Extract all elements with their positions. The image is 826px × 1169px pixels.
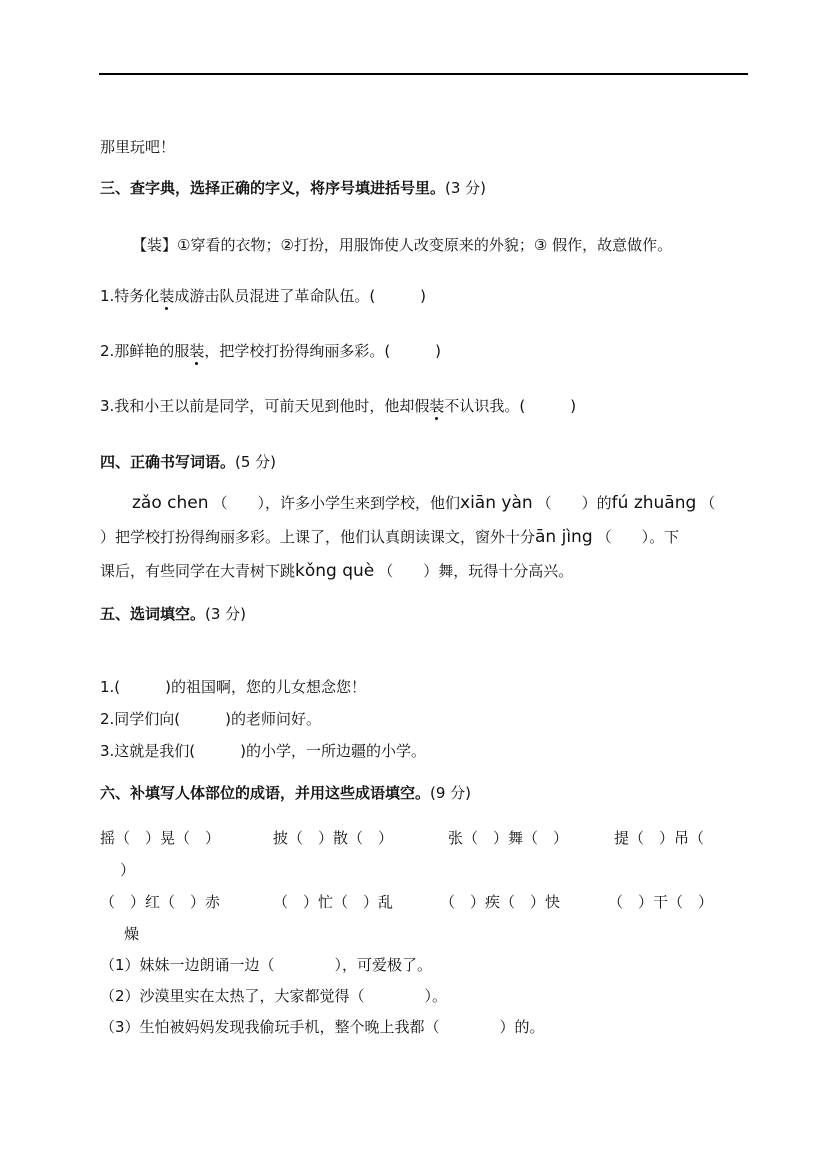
text: （ ）。下 xyxy=(596,528,680,546)
pinyin: xiān yàn xyxy=(460,493,533,513)
idiom-wrap-1: ） xyxy=(120,861,136,879)
pinyin: kǒng què xyxy=(295,561,375,581)
q-text: 不认识我。( ) xyxy=(444,397,577,415)
header-rule xyxy=(99,73,748,75)
emphasis-char: 装 xyxy=(159,287,175,305)
section6-question-3: （3）生怕被妈妈发现我偷玩手机，整个晚上我都（ ）的。 xyxy=(100,1018,545,1036)
section3-heading xyxy=(100,178,486,198)
section3-question-3 xyxy=(100,396,576,416)
emphasis-char: 装 xyxy=(429,397,445,415)
idiom-blank-5: （ ）红（ ）赤 xyxy=(100,893,221,911)
section4-line-2 xyxy=(100,527,679,547)
text: （ xyxy=(700,494,716,512)
q-text: 3.我和小王以前是同学，可前天见到他时，他却假 xyxy=(100,397,430,415)
section3-definition: 【装】①穿看的衣物；②打扮，用服饰使人改变原来的外貌；③ 假作，故意做作。 xyxy=(132,236,673,254)
text: （ ）舞，玩得十分高兴。 xyxy=(378,562,574,580)
pinyin: ān jìng xyxy=(535,527,593,547)
text: 课后，有些同学在大青树下跳 xyxy=(100,562,296,580)
pinyin: zǎo chen xyxy=(132,493,209,513)
section6-question-1: （1）妹妹一边朗诵一边（ ），可爱极了。 xyxy=(100,956,433,974)
section3-title: 三、查字典，选择正确的字义，将序号填进括号里。 xyxy=(100,179,446,197)
q-text: ，把学校打扮得绚丽多彩。( ) xyxy=(204,342,442,360)
idiom-blank-6: （ ）忙（ ）乱 xyxy=(273,893,394,911)
section6-heading xyxy=(100,783,471,803)
text: （ ）的 xyxy=(536,494,612,512)
idiom-blank-4: 提（ ）吊（ xyxy=(614,829,705,847)
idiom-blank-7: （ ）疾（ ）快 xyxy=(440,893,561,911)
emphasis-char: 装 xyxy=(189,342,205,360)
q-text: 成游击队员混进了革命队伍。( ) xyxy=(174,287,427,305)
q-text: 1.特务化 xyxy=(100,287,160,305)
section3-question-1 xyxy=(100,286,426,306)
pinyin: fú zhuāng xyxy=(611,493,697,513)
idiom-blank-2: 披（ ）散（ ） xyxy=(273,829,394,847)
section4-title: 四、正确书写词语。 xyxy=(100,453,236,471)
section4-heading xyxy=(100,452,276,472)
section6-question-2: （2）沙漠里实在太热了，大家都觉得（ ）。 xyxy=(100,987,448,1005)
section4-line-1 xyxy=(132,493,715,513)
idiom-blank-8: （ ）干（ ） xyxy=(608,893,714,911)
text: ）把学校打扮得绚丽多彩。上课了，他们认真朗读课文，窗外十分 xyxy=(100,528,536,546)
section4-line-3 xyxy=(100,561,573,581)
section3-question-2 xyxy=(100,341,441,361)
section5-score: (3 分) xyxy=(205,605,247,623)
idiom-wrap-2: 燥 xyxy=(124,925,140,943)
idiom-blank-1: 摇（ ）晃（ ） xyxy=(100,829,221,847)
section4-score: (5 分) xyxy=(235,453,277,471)
section5-heading xyxy=(100,604,246,624)
text: （ ），许多小学生来到学校，他们 xyxy=(212,494,461,512)
section6-title: 六、补填写人体部位的成语，并用这些成语填空。 xyxy=(100,784,431,802)
section3-score: (3 分) xyxy=(445,179,487,197)
section5-question-2: 2.同学们向( )的老师问好。 xyxy=(100,710,322,728)
continuation-text: 那里玩吧！ xyxy=(100,138,176,156)
idiom-blank-3: 张（ ）舞（ ） xyxy=(448,829,569,847)
q-text: 2.那鲜艳的服 xyxy=(100,342,190,360)
section5-question-1: 1.( )的祖国啊，您的儿女想念您！ xyxy=(100,678,367,696)
section5-title: 五、选词填空。 xyxy=(100,605,206,623)
section6-score: (9 分) xyxy=(430,784,472,802)
section5-question-3: 3.这就是我们( )的小学，一所边疆的小学。 xyxy=(100,742,427,760)
